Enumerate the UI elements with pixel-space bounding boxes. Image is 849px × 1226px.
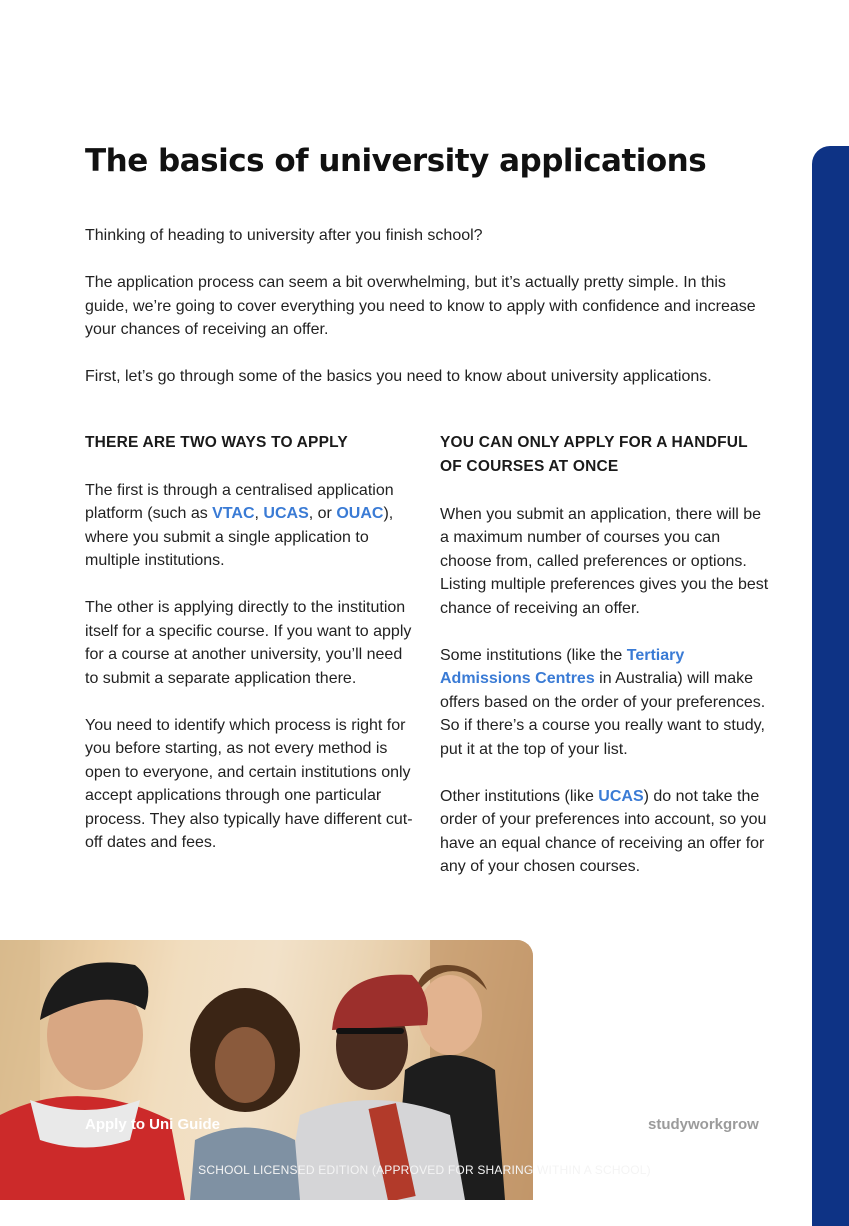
license-notice: SCHOOL LICENSED EDITION (APPROVED FOR SHARING WITHIN A SCHOOL) — [198, 1163, 651, 1177]
right-column-heading: YOU CAN ONLY APPLY FOR A HANDFUL OF COURSES AT ONCE — [440, 434, 748, 475]
intro-paragraph-3: First, let’s go through some of the basics you need to know about university applications. — [85, 368, 712, 385]
left-paragraph-1-text-a: The first is through a centralised application platform (such as — [85, 481, 394, 522]
left-column — [85, 431, 415, 855]
right-paragraph-2-text-a: Some institutions (like the — [440, 646, 627, 664]
left-paragraph-2: The other is applying directly to the institution itself for a specific course. If you want to apply for a course at another university, you’ll need to submit a separate application there. — [85, 599, 412, 687]
left-paragraph-1-text-b: ), where you submit a single application to multiple institutions. — [85, 505, 394, 569]
students-illustration — [0, 940, 533, 1200]
right-paragraph-3-text-a: Other institutions (like — [440, 787, 599, 805]
left-column-heading: THERE ARE TWO WAYS TO APPLY — [85, 434, 348, 451]
right-paragraph-2 — [440, 644, 770, 762]
left-paragraph-1 — [85, 479, 415, 573]
left-paragraph-3: You need to identify which process is right for you before starting, as not every method is open to everyone, and certain institutions only accept applications through one particular process. They also typically have different cut-off dates and fees. — [85, 716, 413, 851]
intro-paragraph-1: Thinking of heading to university after you finish school? — [85, 227, 483, 244]
ucas-link[interactable]: UCAS — [263, 505, 309, 522]
ouac-link[interactable]: OUAC — [336, 505, 384, 522]
separator-1: , — [254, 505, 264, 522]
vtac-link[interactable]: VTAC — [212, 505, 255, 522]
brand-label: studyworkgrow — [648, 1116, 759, 1133]
right-paragraph-3-text-b: ) do not take the order of your preferences into account, so you have an equal chance of receiving an offer for any of your chosen courses. — [440, 787, 767, 875]
side-accent-bar — [812, 146, 849, 1226]
right-paragraph-1: When you submit an application, there will be a maximum number of courses you can choose from, called preferences or options. Listing multiple preferences gives you the best chance of receiving an offer. — [440, 505, 769, 617]
right-column — [440, 431, 770, 879]
students-photo — [0, 940, 533, 1200]
ucas-link-2[interactable]: UCAS — [598, 787, 644, 805]
page-title: The basics of university applications — [85, 143, 707, 179]
separator-2: , or — [308, 505, 337, 522]
intro-paragraph-2: The application process can seem a bit overwhelming, but it’s actually pretty simple. In this guide, we’re going to cover everything you need to know to apply with confidence and increase your chances of receiving an offer. — [85, 274, 756, 338]
guide-label: Apply to Uni Guide — [85, 1116, 220, 1133]
right-paragraph-2-text-b: in Australia) will make offers based on the order of your preferences. So if there’s a course you really want to study, put it at the top of your list. — [440, 670, 766, 758]
tertiary-admissions-centres-link[interactable]: Tertiary Admissions Centres — [440, 646, 685, 687]
right-paragraph-3 — [440, 785, 770, 879]
